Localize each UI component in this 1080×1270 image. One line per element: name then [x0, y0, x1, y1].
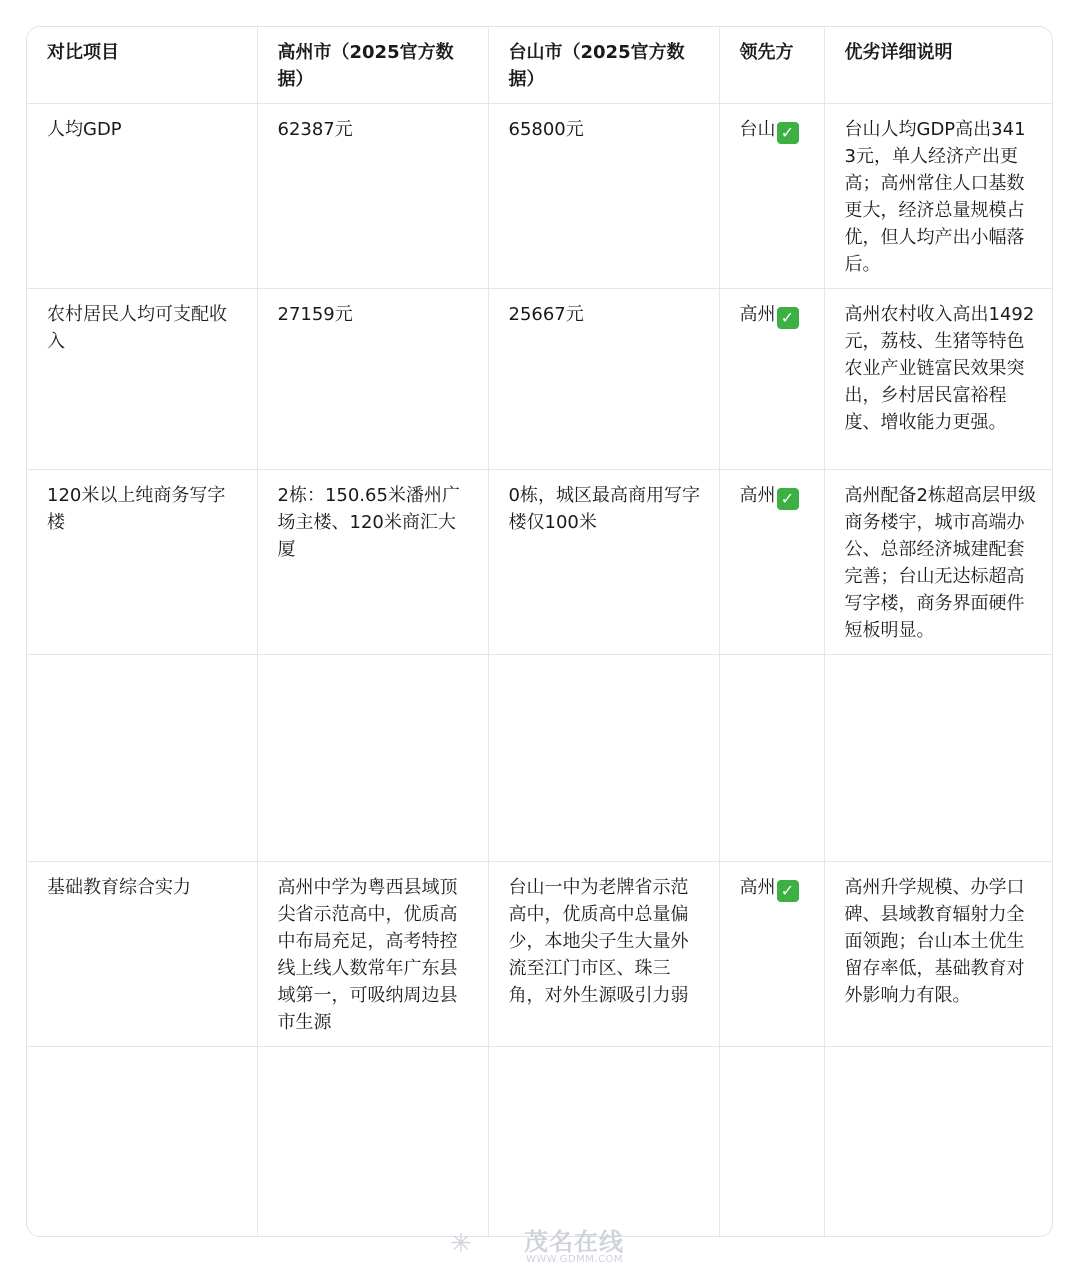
- leader-label: 高州: [739, 877, 776, 898]
- cell-gaozhou: 2栋：150.65米潘州广场主楼、120米商汇大厦: [257, 470, 488, 655]
- header-item: 对比项目: [27, 27, 257, 104]
- check-mark-icon: ✓: [777, 488, 799, 510]
- table-header-row: [27, 27, 1053, 104]
- cell-detail: 高州升学规模、办学口碑、县域教育辐射力全面领跑；台山本土优生留存率低，基础教育对外影响力有限。: [824, 862, 1053, 1047]
- table-row: [27, 862, 1053, 1047]
- leader-label: 高州: [739, 304, 776, 325]
- cell-gaozhou: 高州中学为粤西县域顶尖省示范高中，优质高中布局充足，高考特控线上线人数常年广东县域第一，可吸纳周边县市生源: [257, 862, 488, 1047]
- table-row-empty: [27, 1047, 1053, 1238]
- cell-empty: [488, 1047, 719, 1238]
- table-row: [27, 104, 1053, 289]
- watermark: [446, 1226, 646, 1266]
- cell-leader: [719, 104, 824, 289]
- table-row-empty: [27, 655, 1053, 862]
- table-row: [27, 470, 1053, 655]
- cell-detail: 高州配备2栋超高层甲级商务楼宇，城市高端办公、总部经济城建配套完善；台山无达标超高写字楼，商务界面硬件短板明显。: [824, 470, 1053, 655]
- cell-empty: [257, 1047, 488, 1238]
- cell-detail: 台山人均GDP高出3413元，单人经济产出更高；高州常住人口基数更大，经济总量规模占优，但人均产出小幅落后。: [824, 104, 1053, 289]
- cell-gaozhou: 27159元: [257, 289, 488, 470]
- cell-item: 农村居民人均可支配收入: [27, 289, 257, 470]
- cell-leader: [719, 862, 824, 1047]
- header-gaozhou: 高州市（2025官方数据）: [257, 27, 488, 104]
- watermark-title: 茂名在线: [524, 1228, 624, 1256]
- header-taishan: 台山市（2025官方数据）: [488, 27, 719, 104]
- table-row: [27, 289, 1053, 470]
- cell-empty: [719, 655, 824, 862]
- cell-empty: [719, 1047, 824, 1238]
- cell-taishan: 65800元: [488, 104, 719, 289]
- cell-taishan: 台山一中为老牌省示范高中，优质高中总量偏少，本地尖子生大量外流至江门市区、珠三角，对外生源吸引力弱: [488, 862, 719, 1047]
- cell-empty: [257, 655, 488, 862]
- cell-detail: 高州农村收入高出1492元，荔枝、生猪等特色农业产业链富民效果突出，乡村居民富裕程度、增收能力更强。: [824, 289, 1053, 470]
- cell-empty: [824, 1047, 1053, 1238]
- cell-leader: [719, 470, 824, 655]
- cell-gaozhou: 62387元: [257, 104, 488, 289]
- header-detail: 优劣详细说明: [824, 27, 1053, 104]
- leader-label: 高州: [739, 485, 776, 506]
- cell-taishan: 25667元: [488, 289, 719, 470]
- cell-empty: [27, 1047, 257, 1238]
- cell-item: 120米以上纯商务写字楼: [27, 470, 257, 655]
- check-mark-icon: ✓: [777, 880, 799, 902]
- watermark-url: WWW.GDMM.COM: [526, 1254, 624, 1265]
- cell-empty: [27, 655, 257, 862]
- cell-taishan: 0栋，城区最高商用写字楼仅100米: [488, 470, 719, 655]
- cell-leader: [719, 289, 824, 470]
- cell-item: 人均GDP: [27, 104, 257, 289]
- watermark-logo-icon: ✳: [450, 1229, 472, 1259]
- cell-empty: [824, 655, 1053, 862]
- comparison-table-container: [26, 26, 1053, 1237]
- cell-item: 基础教育综合实力: [27, 862, 257, 1047]
- cell-empty: [488, 655, 719, 862]
- comparison-table: [27, 27, 1053, 1237]
- leader-label: 台山: [739, 119, 776, 140]
- header-leader: 领先方: [719, 27, 824, 104]
- check-mark-icon: ✓: [777, 307, 799, 329]
- check-mark-icon: ✓: [777, 122, 799, 144]
